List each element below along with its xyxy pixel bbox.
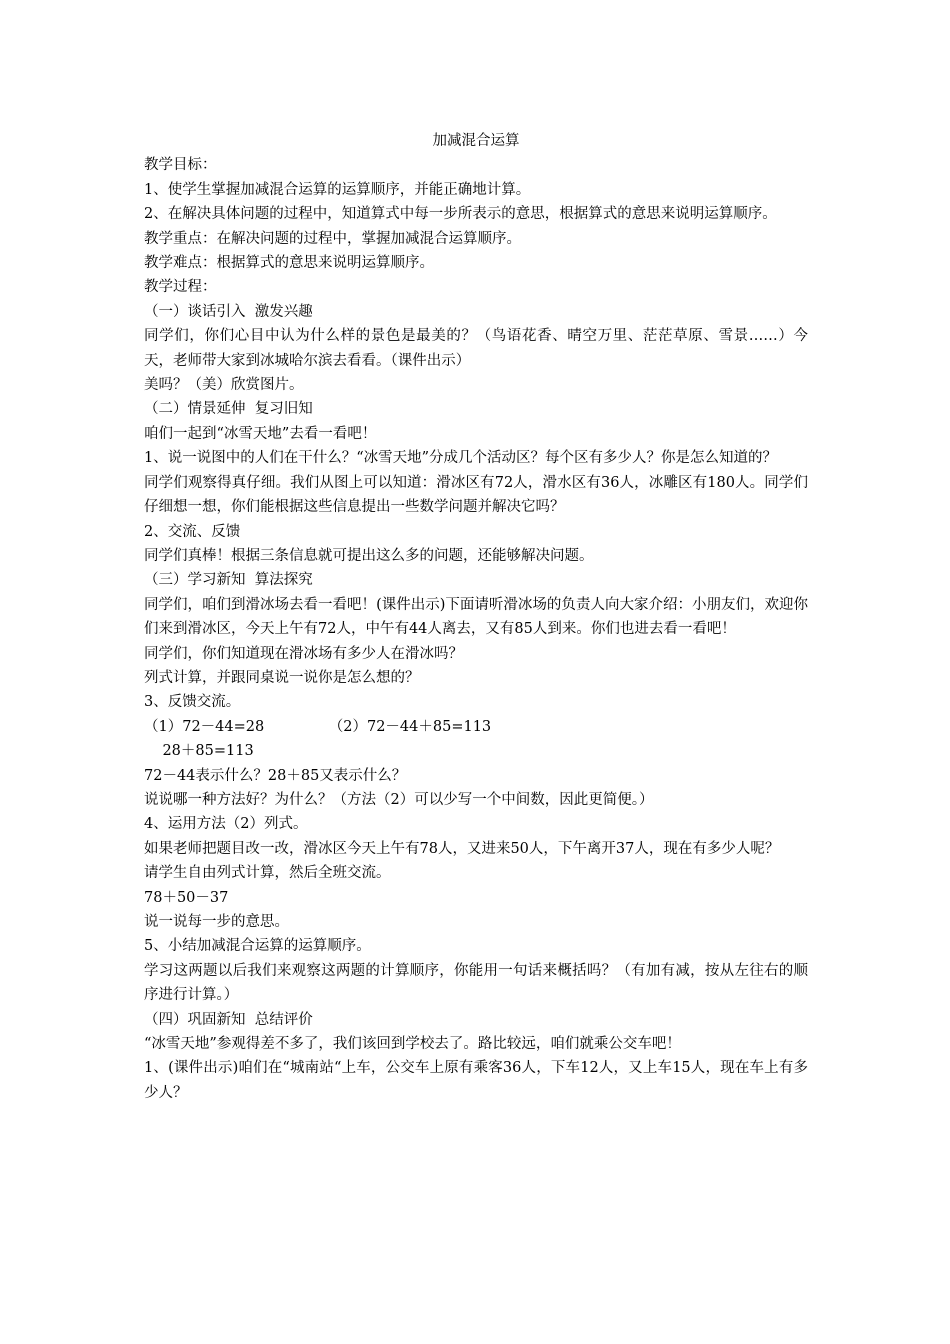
section-heading: （三）学习新知 算法探究 <box>144 572 313 589</box>
paragraph: 1、说一说图中的人们在干什么？“冰雪天地”分成几个活动区？每个区有多少人？你是怎么知道的？ <box>144 450 778 467</box>
paragraph: 2、交流、反馈 <box>144 523 241 540</box>
paragraph: 教学目标： <box>144 157 217 174</box>
paragraph: 1、(课件出示)咱们在“城南站“上车，公交车上原有乘客36人，下车12人，又上车15人，现在车上有多少人？ <box>144 1060 808 1101</box>
formula-line: 28＋85=113 <box>144 743 254 760</box>
document-body <box>144 129 808 1105</box>
paragraph: 同学们，你们心目中认为什么样的景色是最美的？（鸟语花香、晴空万里、茫茫草原、雪景……）今天，老师带大家到冰城哈尔滨去看看。（课件出示） <box>144 328 808 369</box>
formula-line: 78＋50－37 <box>144 889 229 906</box>
paragraph: 教学过程： <box>144 279 217 296</box>
paragraph: 1、使学生掌握加减混合运算的运算顺序，并能正确地计算。 <box>144 181 531 198</box>
section-heading: （一）谈话引入 激发兴趣 <box>144 303 313 320</box>
document-title: 加减混合运算 <box>432 133 520 149</box>
paragraph: 4、运用方法（2）列式。 <box>144 816 308 833</box>
paragraph: 3、反馈交流。 <box>144 694 241 711</box>
paragraph: 教学重点：在解决问题的过程中，掌握加减混合运算顺序。 <box>144 230 521 247</box>
paragraph: 如果老师把题目改一改，滑冰区今天上午有78人，又进来50人，下午离开37人，现在有多少人呢？ <box>144 840 780 857</box>
formula-line: （1）72－44=28 （2）72－44＋85=113 <box>144 718 492 735</box>
paragraph: 请学生自由列式计算，然后全班交流。 <box>144 865 391 882</box>
paragraph: 5、小结加减混合运算的运算顺序。 <box>144 938 371 955</box>
section-heading: （二）情景延伸 复习旧知 <box>144 401 313 418</box>
paragraph: 同学们，咱们到滑冰场去看一看吧！(课件出示)下面请听滑冰场的负责人向大家介绍：小朋友们，欢迎你们来到滑冰区，今天上午有72人，中午有44人离去，又有85人到来。你们也进去看一看吧！ <box>144 596 808 638</box>
paragraph: 学习这两题以后我们来观察这两题的计算顺序，你能用一句话来概括吗？（有加有减，按从左往右的顺序进行计算。） <box>144 962 808 1004</box>
paragraph: 说说哪一种方法好？为什么？（方法（2）可以少写一个中间数，因此更简便。） <box>144 791 654 808</box>
paragraph: 列式计算，并跟同桌说一说你是怎么想的？ <box>144 669 420 686</box>
paragraph: 教学难点：根据算式的意思来说明运算顺序。 <box>144 255 434 272</box>
paragraph: “冰雪天地”参观得差不多了，我们该回到学校去了。路比较远，咱们就乘公交车吧！ <box>144 1036 681 1053</box>
paragraph: 同学们，你们知道现在滑冰场有多少人在滑冰吗？ <box>144 645 463 662</box>
paragraph: 咱们一起到“冰雪天地”去看一看吧！ <box>144 425 377 442</box>
paragraph: 同学们观察得真仔细。我们从图上可以知道：滑冰区有72人，滑水区有36人，冰雕区有180人。同学们仔细想一想，你们能根据这些信息提出一些数学问题并解决它吗？ <box>144 474 808 516</box>
paragraph: 72－44表示什么？28＋85又表示什么？ <box>144 767 407 784</box>
section-heading: （四）巩固新知 总结评价 <box>144 1011 313 1028</box>
paragraph: 说一说每一步的意思。 <box>144 914 289 930</box>
paragraph: 2、在解决具体问题的过程中，知道算式中每一步所表示的意思，根据算式的意思来说明运算顺序。 <box>144 206 777 223</box>
paragraph: 同学们真棒！根据三条信息就可提出这么多的问题，还能够解决问题。 <box>144 547 594 564</box>
paragraph: 美吗？（美）欣赏图片。 <box>144 377 304 394</box>
